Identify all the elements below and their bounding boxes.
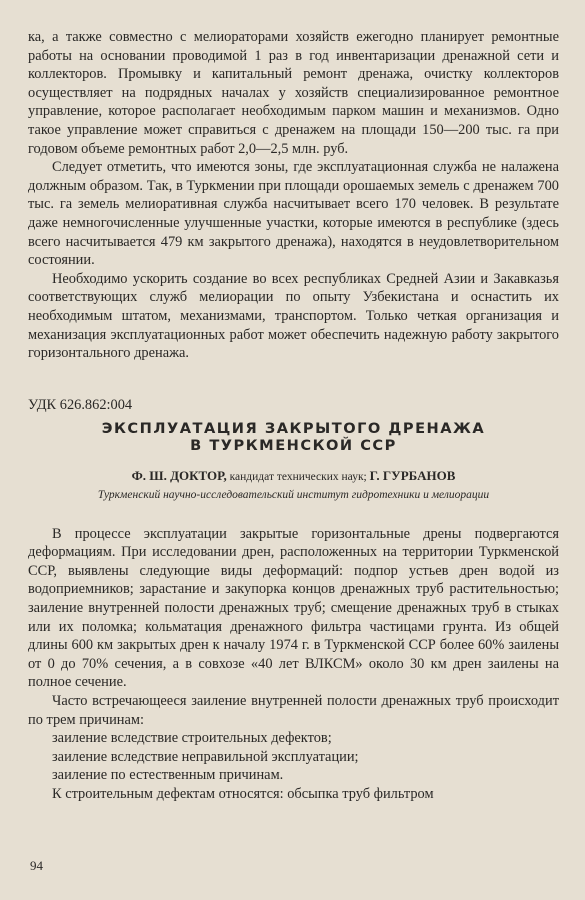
body-paragraph: В процессе эксплуатации закрытые горизонтальные дрены подвергаются деформациям. При исследовании дрен, расположенных на территории Туркменской ССР, выявлены следующие виды деформаций: подпор устьев дрен водой из водоприемников; зарастание и закупорка концов дренажных труб растительностью; заиление внутренней полости дренажных труб; смещение дренажных труб в стыках или их поломка; кольматация дренажного фильтра частицами грунта. Из общей длины 600 км закрытых дрен к началу 1974 г. в Туркменской ССР более 60% заилены от 0 до 70% сечения, а в совхозе «40 лет ВЛКСМ» около 30 км дрен заилены на полное сечение. [28, 525, 559, 691]
article-title-line: В ТУРКМЕНСКОЙ ССР [190, 436, 397, 454]
body-paragraph: Необходимо ускорить создание во всех республиках Средней Азии и Закавказья соответствующих служб мелиорации по опыту Узбекистана и оснастить их необходимым штатом, механизмами, транспортом. Только четкая организация и механизация эксплуатационных работ может обеспечить надежную работу закрытого горизонтального дренажа. [28, 270, 559, 362]
author-degree: кандидат технических наук; [226, 470, 370, 483]
body-paragraph: К строительным дефектам относятся: обсыпка труб фильтром [52, 786, 434, 802]
article-title [28, 420, 559, 454]
body-paragraph: Часто встречающееся заиление внутренней полости дренажных труб происходит по трем причинам: [28, 693, 559, 728]
list-item: заиление вследствие неправильной эксплуатации; [52, 748, 359, 765]
article-title-line: ЭКСПЛУАТАЦИЯ ЗАКРЫТОГО ДРЕНАЖА [101, 419, 486, 437]
body-paragraph: Следует отметить, что имеются зоны, где эксплуатационная служба не налажена должным образом. Так, в Туркмении при площади орошаемых земель с дренажем 700 тыс. га земель мелиоративная служба насчитывает всего 170 человек. В результате даже немногочисленные улучшенные участки, которые имеются в республике (здесь всего насчитывается 479 км закрытого дренажа), находятся в неудовлетворительном состоянии. [28, 159, 559, 269]
author-institute: Туркменский научно-исследовательский институт гидротехники и мелиорации [97, 488, 490, 501]
body-paragraph: ка, а также совместно с мелиораторами хозяйств ежегодно планирует ремонтные работы на основании проводимой 1 раз в год инвентаризации дренажной сети и коллекторов. Промывку и капитальный ремонт дренажа, очистку коллекторов осуществляет на подрядных началах у хозяйств специализированное ремонтное управление, которое располагает необходимым парком машин и механизмов. Одно такое управление может справиться с дренажем на площади 150—200 тыс. га при годовом объеме ремонтных работ 2,0—2,5 млн. руб. [28, 29, 559, 157]
author-name: Ф. Ш. ДОКТОР, [131, 467, 227, 483]
author-name: Г. ГУРБАНОВ [369, 467, 456, 483]
article-authors [28, 468, 559, 485]
list-item: заиление вследствие строительных дефектов; [52, 730, 332, 747]
list-item: заиление по естественным причинам. [52, 767, 284, 784]
udk-code: УДК 626.862:004 [28, 396, 133, 413]
page-number: 94 [30, 858, 43, 873]
